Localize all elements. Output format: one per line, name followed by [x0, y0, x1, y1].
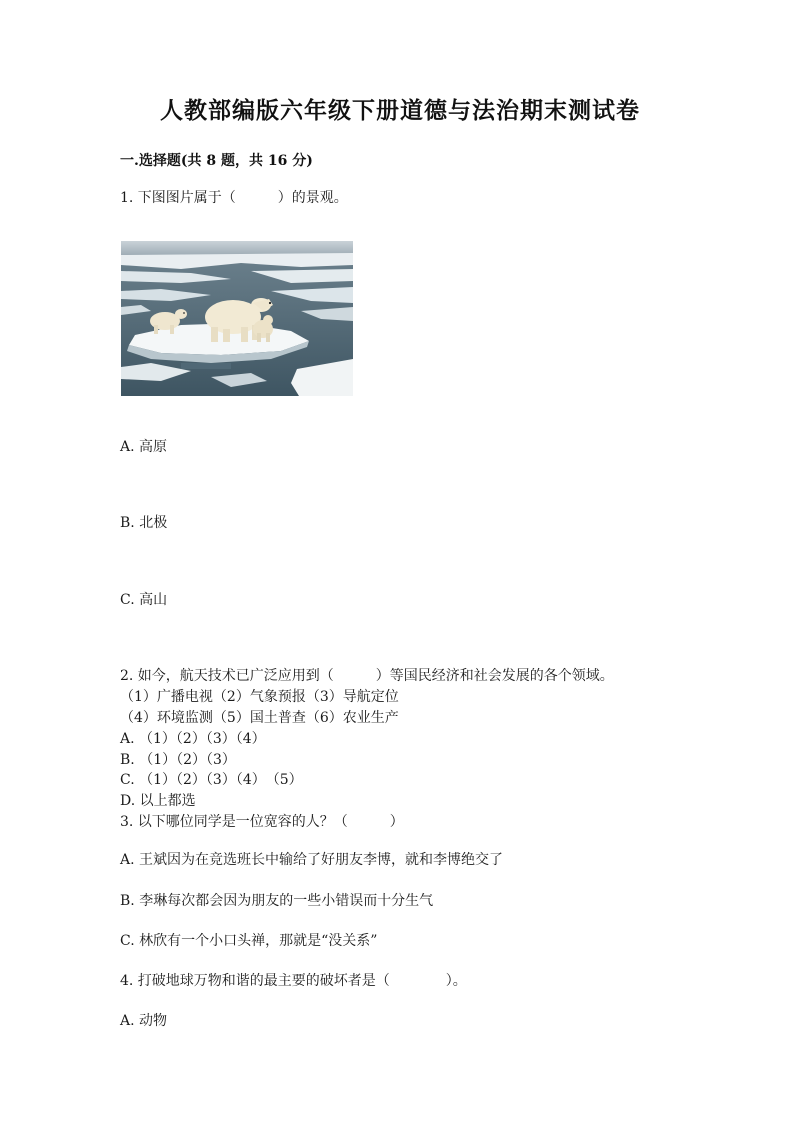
question-2-list-1: （1）广播电视（2）气象预报（3）导航定位: [120, 689, 399, 705]
question-3-option-a: A. 王斌因为在竞选班长中输给了好朋友李博，就和李博绝交了: [120, 852, 504, 868]
question-1-option-c: C. 高山: [120, 592, 168, 608]
polar-bear-photo: [121, 241, 353, 396]
question-2-stem: 2. 如今，航天技术已广泛应用到（ ）等国民经济和社会发展的各个领域。: [120, 668, 614, 684]
question-3-stem: 3. 以下哪位同学是一位宽容的人？（ ）: [120, 814, 404, 830]
question-3-option-b: B. 李琳每次都会因为朋友的一些小错误而十分生气: [120, 893, 434, 909]
question-1-stem: 1. 下图图片属于（ ）的景观。: [120, 190, 348, 206]
question-2-option-a: A. （1）（2）（3）（4）: [120, 731, 266, 747]
question-2-option-b: B. （1）（2）（3）: [120, 752, 236, 768]
exam-title: 人教部编版六年级下册道德与法治期末测试卷: [160, 97, 640, 124]
question-1-option-b: B. 北极: [120, 515, 168, 531]
question-2-option-c: C. （1）（2）（3）（4） （5）: [120, 772, 303, 788]
question-1-option-a: A. 高原: [120, 439, 168, 455]
question-4-stem: 4. 打破地球万物和谐的最主要的破坏者是（ ）。: [120, 973, 467, 989]
question-2-option-d: D. 以上都选: [120, 793, 196, 809]
section-heading: 一.选择题(共 8 题，共 16 分): [120, 153, 313, 169]
question-4-option-a: A. 动物: [120, 1013, 168, 1029]
question-2-list-2: （4）环境监测（5）国土普查（6）农业生产: [120, 710, 399, 726]
question-3-option-c: C. 林欣有一个小口头禅，那就是“没关系”: [120, 933, 378, 949]
